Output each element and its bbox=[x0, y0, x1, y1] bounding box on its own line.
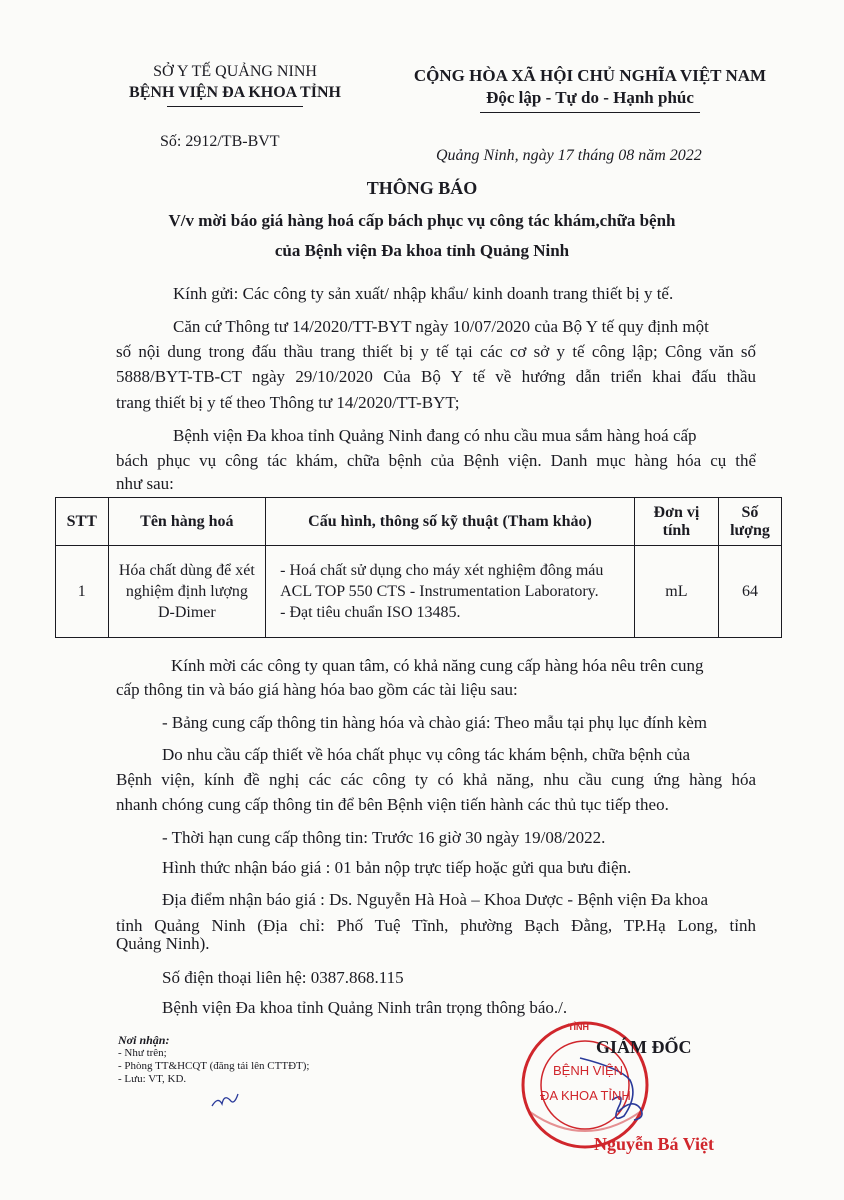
row-unit: mL bbox=[634, 546, 718, 638]
table-header-row bbox=[56, 498, 782, 546]
para3-line1: Kính mời các công ty quan tâm, có khả năng cung cấp hàng hóa nêu trên cung bbox=[171, 656, 704, 675]
initials-mark bbox=[208, 1086, 248, 1112]
recipients-header: Nơi nhận: bbox=[118, 1033, 170, 1047]
para1-line2: số nội dung trong đấu thầu trang thiết bị y tế tại các cơ sở y tế công lập; Công văn số bbox=[116, 342, 756, 361]
row-spec-line3: - Đạt tiêu chuẩn ISO 13485. bbox=[280, 604, 461, 621]
greeting: Kính gửi: Các công ty sản xuất/ nhập khẩu/ kinh doanh trang thiết bị y tế. bbox=[173, 284, 674, 303]
para7-submission: Hình thức nhận báo giá : 01 bản nộp trực tiếp hoặc gửi qua bưu điện. bbox=[162, 858, 632, 877]
para8-line1: Địa điểm nhận báo giá : Ds. Nguyễn Hà Hoà – Khoa Dược - Bệnh viện Đa khoa bbox=[162, 890, 709, 909]
para1-line1: Căn cứ Thông tư 14/2020/TT-BYT ngày 10/07/2020 của Bộ Y tế quy định một bbox=[173, 317, 709, 336]
para5-line1: Do nhu cầu cấp thiết về hóa chất phục vụ công tác khám bệnh, chữa bệnh của bbox=[162, 745, 690, 764]
recipient-item: - Như trên; bbox=[118, 1047, 167, 1059]
para4: - Bảng cung cấp thông tin hàng hóa và chào giá: Theo mẫu tại phụ lục đính kèm bbox=[162, 713, 707, 732]
header-spec: Cấu hình, thông số kỹ thuật (Tham khảo) bbox=[266, 498, 635, 546]
stamp-text-line2: ĐA KHOA TỈNH bbox=[540, 1088, 631, 1103]
stamp-text-line1: BỆNH VIỆN bbox=[553, 1063, 624, 1078]
motto-underline bbox=[480, 112, 700, 113]
row-name-line3: D-Dimer bbox=[157, 604, 216, 621]
row-qty: 64 bbox=[718, 546, 781, 638]
header-unit-line1: Đơn vị bbox=[653, 503, 700, 521]
document-number: Số: 2912/TB-BVT bbox=[160, 133, 280, 150]
row-spec bbox=[266, 546, 635, 638]
para2-line2: bách phục vụ công tác khám, chữa bệnh của Bệnh viện. Danh mục hàng hóa cụ thể bbox=[116, 451, 756, 470]
document-subject-line-2: của Bệnh viện Đa khoa tỉnh Quảng Ninh bbox=[274, 241, 570, 260]
motto: Độc lập - Tự do - Hạnh phúc bbox=[486, 88, 694, 107]
place-date: Quảng Ninh, ngày 17 tháng 08 năm 2022 bbox=[436, 147, 702, 164]
document-subject-line-1: V/v mời báo giá hàng hoá cấp bách phục vụ công tác khám,chữa bệnh bbox=[168, 211, 676, 230]
row-spec-line2: ACL TOP 550 CTS - Instrumentation Laboratory. bbox=[280, 583, 599, 600]
header-name: Tên hàng hoá bbox=[108, 498, 266, 546]
header-qty bbox=[718, 498, 781, 546]
signer-name: Nguyễn Bá Việt bbox=[594, 1134, 715, 1154]
stamp-top-text: TỈNH bbox=[568, 1022, 589, 1032]
row-name-line1: Hóa chất dùng để xét bbox=[118, 562, 255, 579]
para1-line4: trang thiết bị y tế theo Thông tư 14/2020/TT-BYT; bbox=[116, 393, 460, 412]
row-spec-line1: - Hoá chất sử dụng cho máy xét nghiệm đông máu bbox=[280, 562, 604, 579]
para2-line1: Bệnh viện Đa khoa tỉnh Quảng Ninh đang có nhu cầu mua sắm hàng hoá cấp bbox=[173, 426, 697, 445]
header-unit bbox=[634, 498, 718, 546]
hospital-name: BỆNH VIỆN ĐA KHOA TỈNH bbox=[129, 84, 341, 101]
para3-line2: cấp thông tin và báo giá hàng hóa bao gồm các tài liệu sau: bbox=[116, 680, 518, 699]
hospital-underline bbox=[167, 106, 303, 107]
row-name-line2: nghiệm định lượng bbox=[125, 583, 248, 600]
country-name: CỘNG HÒA XÃ HỘI CHỦ NGHĨA VIỆT NAM bbox=[413, 66, 767, 85]
row-name bbox=[108, 546, 266, 638]
recipient-item: - Lưu: VT, KD. bbox=[118, 1073, 187, 1085]
row-stt: 1 bbox=[56, 546, 109, 638]
document-title: THÔNG BÁO bbox=[366, 178, 478, 198]
para8-line3: Quảng Ninh). bbox=[116, 934, 210, 953]
para2-line3: như sau: bbox=[116, 474, 174, 493]
dept-name: SỞ Y TẾ QUẢNG NINH bbox=[153, 63, 317, 80]
header-stt: STT bbox=[56, 498, 109, 546]
table-row bbox=[56, 546, 782, 638]
recipients-block bbox=[118, 1034, 309, 1086]
para8-line2: tỉnh Quảng Ninh (Địa chỉ: Phố Tuệ Tĩnh, phường Bạch Đằng, TP.Hạ Long, tỉnh bbox=[116, 916, 756, 935]
recipient-item: - Phòng TT&HCQT (đăng tải lên CTTĐT); bbox=[118, 1060, 310, 1072]
para6-deadline: - Thời hạn cung cấp thông tin: Trước 16 giờ 30 ngày 19/08/2022. bbox=[162, 828, 606, 847]
signer-title: GIÁM ĐỐC bbox=[596, 1037, 692, 1057]
goods-table bbox=[55, 497, 782, 638]
header-qty-line1: Số bbox=[741, 503, 759, 521]
contact-phone: Số điện thoại liên hệ: 0387.868.115 bbox=[162, 968, 404, 987]
para1-line3: 5888/BYT-TB-CT ngày 29/10/2020 Của Bộ Y tế về hướng dẫn triển khai đấu thầu bbox=[116, 367, 756, 386]
header-qty-line2: lượng bbox=[730, 521, 770, 539]
closing-line: Bệnh viện Đa khoa tỉnh Quảng Ninh trân trọng thông báo./. bbox=[162, 998, 568, 1017]
para5-line3: nhanh chóng cung cấp thông tin để bên Bệnh viện tiến hành các thủ tục tiếp theo. bbox=[116, 795, 669, 814]
para5-line2: Bệnh viện, kính đề nghị các các công ty có khả năng, nhu cầu cung ứng hàng hóa bbox=[116, 770, 756, 789]
header-unit-line2: tính bbox=[662, 521, 691, 539]
